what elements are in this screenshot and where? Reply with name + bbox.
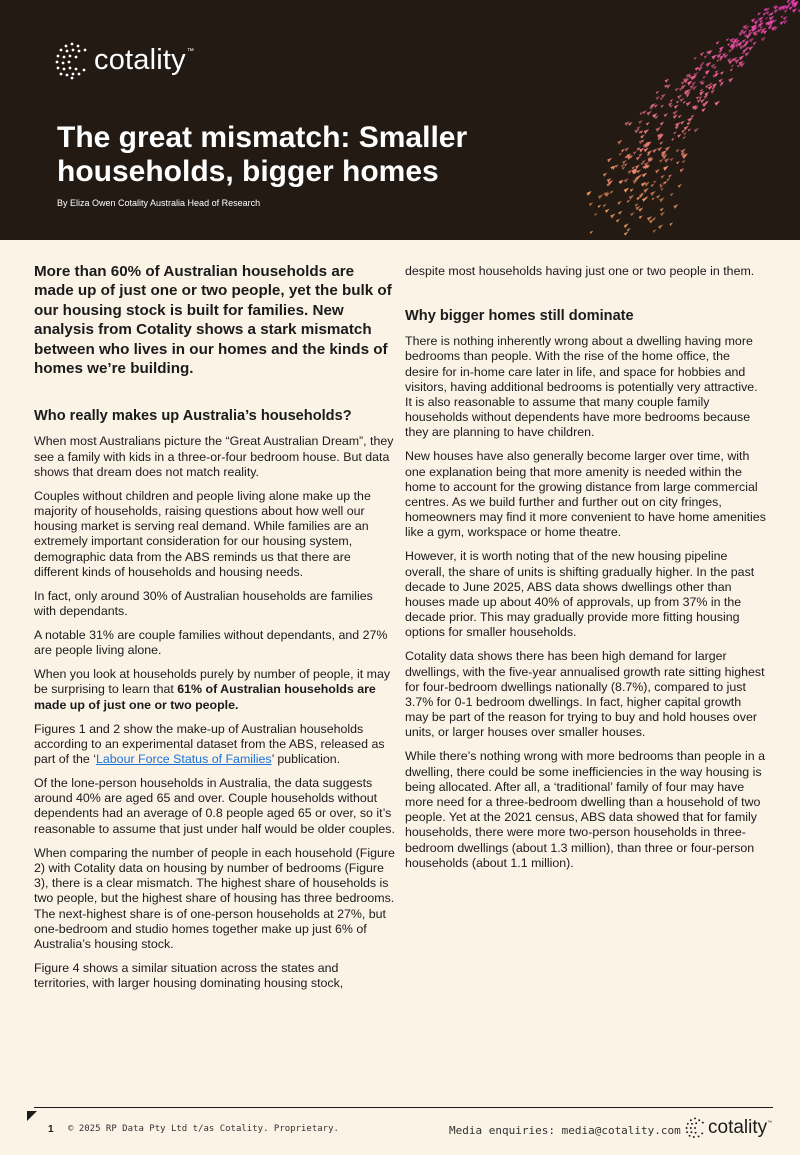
paragraph: Of the lone-person households in Australia, the data suggests around 40% are aged 65 and over. Couple households without dependents had an average of 0.8 people aged 65 or over, so it’s reasonable to assume that just under half would be older couples. <box>34 776 395 836</box>
swoosh-particle <box>682 160 686 163</box>
swoosh-particle <box>681 80 686 85</box>
swoosh-particle <box>711 54 717 59</box>
swoosh-particle <box>761 37 766 42</box>
cotality-globe-icon <box>54 40 90 80</box>
swoosh-particle <box>700 64 703 67</box>
swoosh-particle <box>649 219 654 223</box>
swoosh-particle <box>700 99 705 104</box>
swoosh-particle <box>646 122 650 126</box>
section-heading-households: Who really makes up Australia’s households? <box>34 408 352 425</box>
swoosh-particle <box>683 132 687 136</box>
swoosh-particle <box>726 38 729 41</box>
swoosh-particle <box>682 130 686 133</box>
swoosh-particle <box>774 9 779 14</box>
swoosh-particle <box>634 129 639 134</box>
swoosh-particle <box>652 197 655 200</box>
swoosh-particle <box>656 127 661 132</box>
swoosh-particle <box>625 147 630 151</box>
footer-logo-trademark: ™ <box>767 1120 773 1126</box>
swoosh-particle <box>659 159 663 163</box>
title-line-1: The great mismatch: Smaller <box>57 121 468 154</box>
swoosh-particle <box>589 202 593 206</box>
swoosh-particle <box>661 105 664 108</box>
swoosh-particle <box>745 52 750 57</box>
footer-logo <box>684 1116 772 1140</box>
cotality-logo <box>54 40 194 80</box>
swoosh-particle <box>683 136 686 139</box>
swoosh-particle <box>728 78 733 83</box>
swoosh-particle <box>638 207 643 212</box>
page-number: 1 <box>48 1124 54 1135</box>
swoosh-particle <box>639 215 643 219</box>
swoosh-particle <box>590 231 594 234</box>
paragraph-text: ’ publication. <box>271 752 341 767</box>
swoosh-particle <box>720 71 724 75</box>
swoosh-particle <box>624 178 629 183</box>
swoosh-particle <box>700 52 705 56</box>
swoosh-particle <box>673 131 677 134</box>
swoosh-particle <box>783 16 788 21</box>
swoosh-particle <box>675 88 679 92</box>
swoosh-particle <box>636 156 641 160</box>
swoosh-particle <box>664 113 669 117</box>
swoosh-particle <box>624 232 628 236</box>
swoosh-particle <box>594 213 597 216</box>
swoosh-particle <box>633 151 637 155</box>
swoosh-particle <box>748 46 753 51</box>
logo-trademark: ™ <box>186 48 194 55</box>
footer-logo-wordmark: cotality <box>708 1117 768 1138</box>
logo-wordmark: cotality <box>94 43 186 76</box>
swoosh-particle <box>789 6 793 10</box>
swoosh-particle <box>619 152 623 155</box>
swoosh-particle <box>605 209 610 213</box>
swoosh-particle <box>670 193 674 197</box>
swoosh-particle <box>617 140 622 145</box>
paragraph-text: When you look at households purely by number of people, it may be surprising to learn that <box>34 667 391 697</box>
swoosh-particle <box>713 66 717 69</box>
swoosh-particle <box>664 158 669 163</box>
swoosh-particle <box>656 96 660 100</box>
swoosh-particle <box>641 162 644 165</box>
swoosh-particle <box>624 223 629 228</box>
copyright-notice: © 2025 RP Data Pty Ltd t/as Cotality. Proprietary. <box>68 1124 339 1134</box>
swoosh-particle <box>654 104 658 108</box>
swoosh-particle <box>730 68 733 71</box>
swoosh-particle <box>667 178 670 181</box>
swoosh-particle <box>677 94 682 99</box>
swoosh-particle <box>668 174 672 177</box>
swoosh-particle <box>704 55 708 59</box>
swoosh-particle <box>635 165 640 169</box>
paragraph: New houses have also generally become larger over time, with one explanation being that more amenity is needed within the home to account for the growing distance from large commercial centres. As we build further and further out on city fringes, homeowners may find it more convenient to have home amenities like a gym, workspace or home theatre. <box>405 449 766 540</box>
swoosh-particle <box>621 149 625 153</box>
decorative-particle-swoosh <box>470 0 800 240</box>
swoosh-particle <box>630 212 635 216</box>
swoosh-particle <box>676 149 680 152</box>
swoosh-particle <box>660 141 664 145</box>
paragraph: Couples without children and people living alone make up the majority of households, raising questions about how well our housing market is serving real demand. While families are an extremely important consideration for our housing system, demographic data from the ABS reminds us that there are different kinds of households and housing needs. <box>34 488 371 579</box>
swoosh-particle <box>653 229 657 233</box>
swoosh-particle <box>624 163 628 166</box>
swoosh-particle <box>639 153 643 156</box>
swoosh-particle <box>671 138 674 141</box>
swoosh-particle <box>624 188 629 193</box>
swoosh-particle <box>652 149 657 154</box>
swoosh-particle <box>757 12 761 16</box>
paragraph: When comparing the number of people in each household (Figure 2) with Cotality data on housing by number of bedrooms (Figure 3), there is a clear mismatch. The highest share of households is two people, but the highest share of housing has three bedrooms. The next-highest share is of one-person households at 27%, but one-bedroom and studio homes together make up just 6% of Australia’s housing stock. <box>34 845 395 951</box>
swoosh-particle <box>749 38 755 43</box>
swoosh-particle <box>659 197 664 202</box>
swoosh-particle <box>610 190 614 193</box>
swoosh-particle <box>651 184 655 188</box>
swoosh-particle <box>727 43 730 46</box>
swoosh-particle <box>638 120 642 124</box>
swoosh-particle <box>687 122 691 126</box>
right-column <box>405 264 767 880</box>
swoosh-particle <box>784 9 788 13</box>
swoosh-particle <box>598 205 601 208</box>
swoosh-particle <box>706 62 712 67</box>
swoosh-particle <box>691 115 694 118</box>
swoosh-particle <box>640 112 644 115</box>
swoosh-particle <box>673 114 678 118</box>
lead-paragraph: More than 60% of Australian households are made up of just one or two people, yet the bulk of our housing stock is built for families. New analysis from Cotality shows a stark mismatch between who lives in our homes and the kinds of homes we’re building. <box>34 263 392 378</box>
swoosh-particle <box>699 96 702 99</box>
paragraph: However, it is worth noting that of the new housing pipeline overall, the share of units is shifting gradually higher. In the past decade to June 2025, ABS data shows dwellings other than houses made up about 40% of approvals, up from 37% in the decade prior. This may gradually provide more fitting housing options for smaller households. <box>405 549 755 640</box>
cotality-globe-icon <box>684 1116 706 1140</box>
swoosh-particle <box>680 98 685 102</box>
swoosh-particle <box>678 184 682 188</box>
swoosh-particle <box>616 219 620 223</box>
swoosh-particle <box>607 158 612 163</box>
swoosh-particle <box>665 146 670 151</box>
swoosh-particle <box>688 128 691 131</box>
swoosh-particle <box>739 55 744 60</box>
swoosh-particle <box>792 8 797 13</box>
swoosh-particle <box>598 194 603 199</box>
swoosh-particle <box>630 188 634 192</box>
swoosh-particle <box>603 173 607 177</box>
swoosh-particle <box>653 180 656 183</box>
swoosh-particle <box>663 166 669 171</box>
swoosh-particle <box>686 101 691 106</box>
swoosh-particle <box>670 158 674 162</box>
author-byline: By Eliza Owen Cotality Australia Head of Research <box>57 198 261 208</box>
swoosh-particle <box>657 147 662 152</box>
swoosh-particle <box>615 164 619 167</box>
swoosh-particle <box>703 76 707 79</box>
swoosh-particle <box>661 175 665 179</box>
swoosh-particle <box>670 99 673 102</box>
swoosh-particle <box>694 57 697 60</box>
swoosh-particle <box>610 214 615 219</box>
paragraph: Cotality data shows there has been high demand for larger dwellings, with the five-year annualised growth rate sitting highest for four-bedroom dwellings nationally (8.7%), compared to just 3.7% for 0-1 bedroom dwellings. In fact, higher capital growth may be part of the reason for trying to buy and hold houses over units, or larger houses over smaller houses. <box>405 649 765 740</box>
swoosh-particle <box>644 148 649 153</box>
swoosh-particle <box>622 160 627 164</box>
swoosh-particle <box>753 41 757 45</box>
swoosh-particle <box>699 91 704 96</box>
paragraph: In fact, only around 30% of Australian households are families with dependants. <box>34 588 373 619</box>
swoosh-particle <box>661 94 666 99</box>
paragraph: While there’s nothing wrong with more bedrooms than people in a dwelling, there could be some inefficiencies in the way housing is being allocated. After all, a ‘traditional’ family of four may have more need for a three-bedroom dwelling than a household of two people. Yet at the 2021 census, ABS data showed that for family households, there were more two-person households in three-bedroom dwellings (about 1.3 million), than three or four-person households (about 1.1 million). <box>405 749 765 870</box>
swoosh-particle <box>640 135 644 139</box>
swoosh-particle <box>656 91 660 94</box>
swoosh-particle <box>642 197 647 202</box>
swoosh-particle <box>639 148 644 153</box>
media-enquiries: Media enquiries: media@cotality.com <box>449 1124 681 1137</box>
swoosh-particle <box>628 170 633 174</box>
swoosh-particle <box>628 122 632 126</box>
swoosh-particle <box>617 201 621 205</box>
swoosh-particle <box>637 169 641 173</box>
title-line-2: households, bigger homes <box>57 155 439 188</box>
swoosh-particle <box>763 12 767 16</box>
swoosh-particle <box>696 96 699 99</box>
swoosh-particle <box>716 59 720 63</box>
swoosh-particle <box>677 134 681 138</box>
swoosh-particle <box>702 108 706 112</box>
swoosh-particle <box>716 41 720 45</box>
bold-highlight: 61% of Australian households are made up of just one or two people. <box>34 682 376 712</box>
swoosh-particle <box>678 115 682 119</box>
header-banner <box>0 0 800 240</box>
swoosh-particle <box>642 110 647 114</box>
swoosh-particle <box>676 100 679 103</box>
swoosh-particle <box>731 64 734 67</box>
swoosh-particle <box>660 212 665 217</box>
swoosh-particle <box>660 208 664 212</box>
swoosh-particle <box>676 161 679 164</box>
paragraph: Figure 4 shows a similar situation across the states and territories, with larger housing dominating housing stock, <box>34 960 344 991</box>
swoosh-particle <box>694 128 699 133</box>
swoosh-particle <box>647 111 652 116</box>
paragraph <box>34 667 396 713</box>
swoosh-particle <box>627 200 630 203</box>
paragraph-text: Figures 1 and 2 show the make-up of Australian households according to an experimental dataset from the ABS, released as part of the ‘ <box>34 721 385 767</box>
swoosh-particle <box>627 228 631 232</box>
page-title <box>57 121 527 189</box>
swoosh-particle <box>683 101 686 104</box>
paragraph: A notable 31% are couple families without dependants, and 27% are people living alone. <box>34 628 388 658</box>
swoosh-particle <box>737 64 741 68</box>
paragraph <box>34 722 396 768</box>
swoosh-particle <box>665 79 670 83</box>
swoosh-particle <box>673 204 678 209</box>
swoosh-particle <box>770 12 774 16</box>
paragraph: despite most households having just one or two people in them. <box>405 264 755 278</box>
paragraph: When most Australians picture the “Great Australian Dream”, they see a family with kids in a three-or-four bedroom house. But data shows that dream does not match reality. <box>34 434 394 479</box>
swoosh-particle <box>635 203 639 207</box>
swoosh-particle <box>680 121 684 125</box>
swoosh-particle <box>660 122 664 126</box>
labour-force-link[interactable]: Labour Force Status of Families <box>96 752 272 767</box>
swoosh-particle <box>783 20 788 25</box>
footer-corner-mark <box>27 1111 37 1121</box>
swoosh-particle <box>715 101 720 106</box>
swoosh-particle <box>656 195 660 199</box>
paragraph: There is nothing inherently wrong about a dwelling having more bedrooms than people. With the rise of the home office, the desire for in-home care later in life, and space for hobbies and visitors, having additional bedrooms is potentially very attractive. It is also reasonable to assume that many couple family households without dependents have more bedrooms because they are planning to have children. <box>405 334 758 440</box>
swoosh-particle <box>643 188 649 193</box>
swoosh-particle <box>666 84 671 89</box>
swoosh-particle <box>674 105 679 109</box>
swoosh-particle <box>742 30 747 35</box>
swoosh-particle <box>629 195 634 200</box>
swoosh-particle <box>650 191 656 196</box>
swoosh-particle <box>618 211 622 215</box>
swoosh-particle <box>644 129 649 134</box>
section-heading-bigger-homes: Why bigger homes still dominate <box>405 308 634 325</box>
swoosh-particle <box>765 17 768 20</box>
swoosh-particle <box>644 181 650 186</box>
swoosh-particle <box>680 168 684 172</box>
swoosh-particle <box>658 224 663 229</box>
swoosh-particle <box>669 222 673 226</box>
swoosh-particle <box>603 204 607 208</box>
swoosh-particle <box>655 169 660 173</box>
footer-divider <box>34 1107 773 1108</box>
swoosh-particle <box>636 196 640 200</box>
left-column <box>34 262 396 1000</box>
swoosh-particle <box>711 90 715 94</box>
